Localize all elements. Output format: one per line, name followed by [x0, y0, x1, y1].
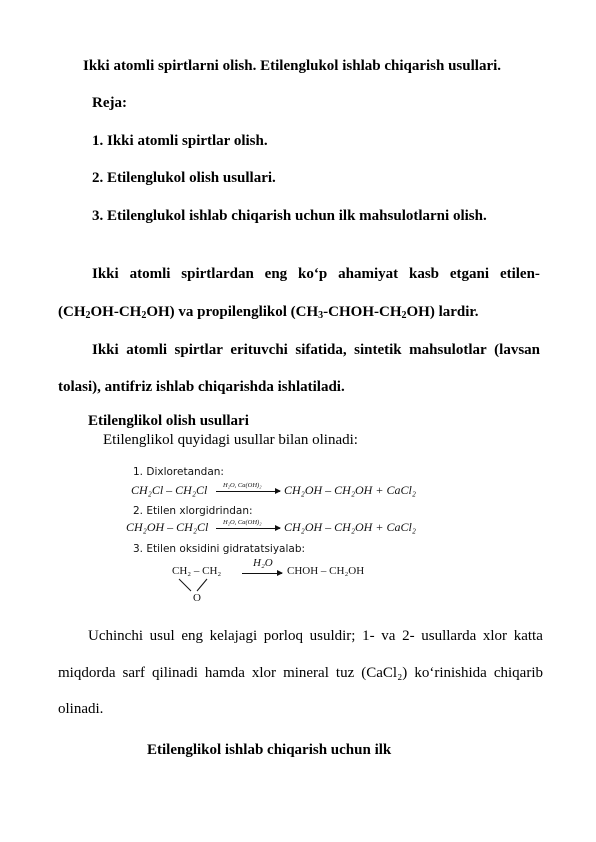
word: (CaCl₂): [361, 665, 408, 681]
paragraph-1-line-1: [92, 266, 540, 283]
word: mahsulotlar: [409, 342, 487, 358]
method-3-reactant: CH₂ – CH₂: [172, 565, 222, 577]
word: xlor: [482, 628, 508, 644]
word: usullarda: [421, 628, 477, 644]
word: erituvchi: [230, 342, 288, 358]
plan-heading: Reja:: [92, 95, 127, 111]
paragraph-3-line-2: [58, 665, 543, 682]
word: chiqarib: [493, 665, 543, 681]
reaction-arrow-1: [216, 491, 280, 492]
paragraph-1-line-2: $(CH_2OH-CH_2OH)$ va propilenglikol $(CH_3-CHOH-CH_2OH)$ lardir.: [58, 304, 479, 321]
word: ko‘p: [298, 266, 328, 282]
word: sarf: [122, 665, 146, 681]
paragraph-3-line-1: [88, 628, 543, 645]
word: sifatida,: [295, 342, 347, 358]
word: qilinadi: [152, 665, 198, 681]
word: usuldir;: [309, 628, 356, 644]
paragraph-2-line-1: [92, 342, 540, 359]
bottom-heading: Etilenglikol ishlab chiqarish uchun ilk: [147, 742, 392, 758]
method-3-products: CHOH – CH₂OH: [287, 565, 365, 577]
method-3-label: 3. Etilen oksidini gidratatsiyalab:: [133, 543, 306, 555]
method-1-label: 1. Dixloretandan:: [133, 466, 224, 478]
word: etgani: [449, 266, 490, 282]
word: va: [381, 628, 396, 644]
word: hamda: [204, 665, 245, 681]
word: 1-: [362, 628, 375, 644]
word: kelajagi: [209, 628, 258, 644]
method-1-products: CH₂OH – CH₂OH + CaCl₂: [284, 483, 416, 497]
word: eng: [264, 266, 288, 282]
word: mineral: [283, 665, 329, 681]
word: spirtlardan: [181, 266, 254, 282]
word: miqdorda: [58, 665, 116, 681]
word: eng: [181, 628, 203, 644]
method-2-conditions: H₂O, Ca(OH)₂: [223, 519, 262, 526]
plan-item-1: 1. Ikki atomli spirtlar olish.: [92, 133, 268, 149]
paragraph-2-line-2: tolasi), antifriz ishlab chiqarishda ishlatiladi.: [58, 379, 345, 395]
word: atomli: [129, 266, 171, 282]
word: usul: [149, 628, 175, 644]
word: etilen-: [499, 266, 540, 282]
word: xlor: [251, 665, 277, 681]
method-2-label: 2. Etilen xlorgidrindan:: [133, 505, 253, 517]
method-1-conditions: H₂O, Ca(OH)₂: [223, 482, 262, 489]
word: Uchinchi: [88, 628, 143, 644]
word: kasb: [408, 266, 440, 282]
word: ko‘rinishida: [414, 665, 487, 681]
word: Ikki: [92, 266, 119, 282]
word: katta: [513, 628, 543, 644]
word: porloq: [263, 628, 303, 644]
reaction-arrow-3: [242, 573, 282, 574]
section-intro: Etilenglikol quyidagi usullar bilan olinadi:: [103, 432, 358, 448]
method-3-oxygen: O: [193, 592, 201, 604]
plan-item-2: 2. Etilenglukol olish usullari.: [92, 170, 276, 186]
word: atomli: [126, 342, 168, 358]
word: tuz: [335, 665, 355, 681]
plan-item-3: 3. Etilenglukol ishlab chiqarish uchun ilk mahsulotlarni olish.: [92, 208, 487, 224]
document-title: Ikki atomli spirtlarni olish. Etilenglukol ishlab chiqarish usullari.: [83, 58, 502, 74]
method-3-conditions: H₂O: [253, 557, 273, 569]
reaction-arrow-2: [216, 528, 280, 529]
word: (lavsan: [494, 342, 540, 358]
method-2-reactant: CH₂OH – CH₂Cl: [126, 520, 209, 534]
word: sintetik: [354, 342, 402, 358]
word: Ikki: [92, 342, 119, 358]
word: 2-: [402, 628, 415, 644]
word: spirtlar: [174, 342, 223, 358]
method-2-products: CH₂OH – CH₂OH + CaCl₂: [284, 520, 416, 534]
paragraph-3-line-3: olinadi.: [58, 701, 104, 717]
section-heading: Etilenglikol olish usullari: [88, 413, 249, 429]
word: ahamiyat: [338, 266, 399, 282]
method-1-reactant: CH₂Cl – CH₂Cl: [131, 483, 208, 497]
